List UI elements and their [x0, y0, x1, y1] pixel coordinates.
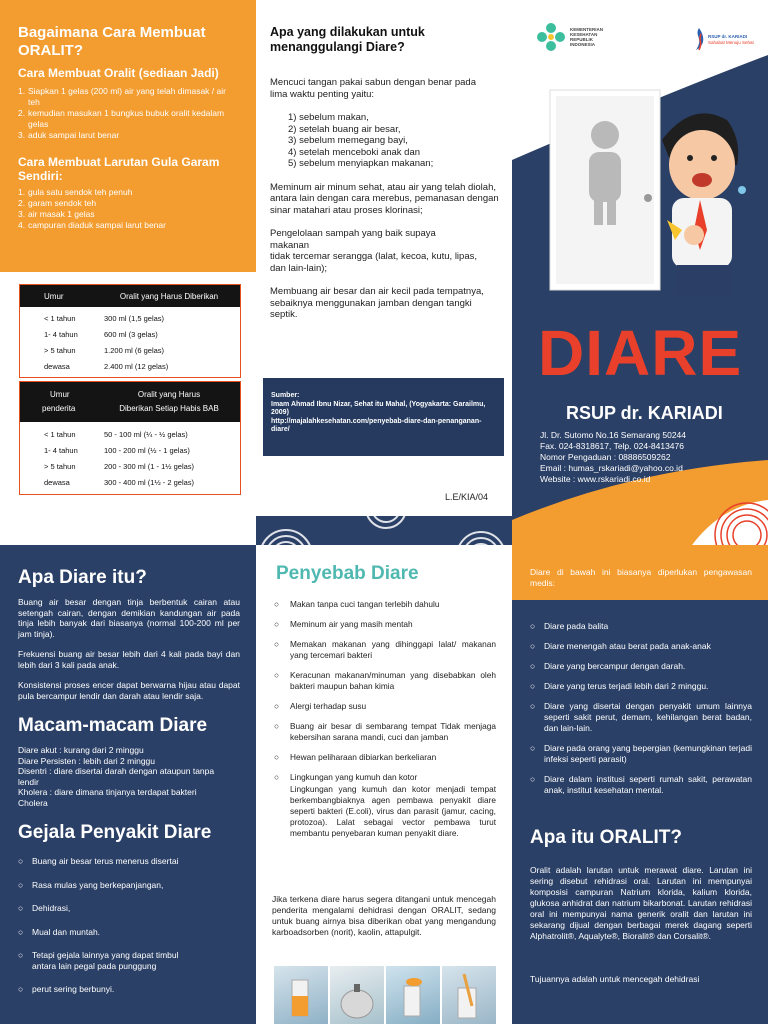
table-header: Umur Oralit yang Harus Diberikan [20, 285, 240, 307]
list-item: ○ Mual dan muntah. [18, 926, 101, 937]
list-item: 2. garam sendok teh [18, 198, 97, 208]
table-row: 1- 4 tahun 600 ml (3 gelas) [44, 329, 158, 339]
about-text: Konsistensi proses encer dapat berwarna hijau atau dapat pula bercampur lendir dan darah atau lendir saja. [18, 680, 240, 701]
table-header: Umur Oralit yang Harus penderita Diberikan Setiap Habis BAB [20, 382, 240, 422]
bullet-icon: ○ [530, 641, 536, 651]
bullet-icon: ○ [530, 743, 536, 753]
handwash-list [270, 112, 505, 170]
list-item: ○ Diare pada orang yang bepergian (kemungkinan terjadi infeksi seperti parasit) [530, 743, 752, 764]
list-item: Diare akut : kurang dari 2 minggu [18, 745, 144, 755]
kariadi-flame-icon [692, 28, 706, 52]
oralit-purpose: Tujuannya adalah untuk mencegah dehidrasi [530, 974, 700, 984]
list-item: 4) setelah menceboki anak dan [288, 146, 421, 158]
bullet-icon: ○ [530, 661, 536, 671]
source-box: Sumber: Imam Ahmad Ibnu Nizar, Sehat itu Mahal, (Yogyakarta: Garailmu, 2009) http://majalahkesehatan.com/penyebab-diare-dan-penanganan-diare/ [263, 378, 504, 456]
sugar-salt-steps [18, 187, 240, 231]
symptoms-title: Gejala Penyakit Diare [18, 822, 212, 843]
bullet-icon: ○ [18, 984, 24, 994]
list-item: Diare Persisten : lebih dari 2 minggu [18, 755, 156, 766]
list-item: 1. Siapkan 1 gelas (200 ml) air yang telah dimasak / air teh [18, 86, 226, 107]
cover-title: DIARE [538, 317, 743, 389]
prevention-text: tidak tercemar serangga (lalat, kecoa, kutu, lipas, dan lain-lain); [270, 251, 477, 274]
bullet-icon: ○ [274, 619, 280, 629]
table-row: < 1 tahun 300 ml (1,5 gelas) [44, 313, 165, 323]
oralit-per-bab-table [19, 381, 241, 495]
sugar-salt-subtitle: Cara Membuat Larutan Gula Garam Sendiri: [18, 155, 220, 183]
about-text: Buang air besar dengan tinja berbentuk cairan atau setengah cairan, dengan demikian kandungan air pada tinja lebih banyak dari biasanya (normal 100-200 ml per jam tinja). [18, 597, 240, 639]
photo-spoon [386, 966, 440, 1024]
oralit-text: Oralit adalah larutan untuk merawat diare. Larutan ini sering disebut rehidrasi oral. Larutan ini mempunyai komposisi campuran Natrium klorida, kalium klorida, glukosa anhidrat dan natrium bikarbonat. Larutan rehidrasi oral ini mempunyai nama generik oralit dan larutan ini sekarang dijual dengan berbagai merek dagang seperti Alphatrolit®, Aqualyte®, Bioralit® dan Corsalit®. [530, 865, 752, 941]
list-item: ○ Diare yang disertai dengan penyakit umum lainnya seperti sakit perut, demam, kehilangan berat badan, dan lain-lain. [530, 701, 752, 733]
list-item: ○ perut sering berbunyi. [18, 984, 115, 994]
list-item: ○ Hewan peliharaan dibiarkan berkeliaran [274, 752, 437, 762]
list-item: 5) sebelum menyiapkan makanan; [288, 158, 434, 169]
supervision-intro: Diare di bawah ini biasanya diperlukan pengawasan medis: [530, 567, 752, 588]
bullet-icon: ○ [18, 903, 24, 913]
list-item: ○ Alergi terhadap susu [274, 701, 367, 711]
supervision-list [530, 621, 752, 796]
oralit-howto-panel [0, 0, 256, 272]
causes-title: Penyebab Diare [276, 563, 419, 584]
bullet-icon: ○ [274, 721, 280, 731]
list-item: ○ Tetapi gejala lainnya yang dapat timbul antara lain pegal pada punggung [18, 950, 179, 971]
oralit-howto-title: Bagaimana Cara Membuat ORALIT? [18, 24, 206, 59]
prevention-text: Mencuci tangan pakai sabun dengan benar pada lima waktu penting yaitu: [270, 77, 476, 100]
treatment-text: Jika terkena diare harus segera ditangani untuk mencegah penderita mengalami dehidrasi dengan ORALIT, sedang untuk buang airnya bisa diberikan obat yang mengandung karboadsorben (norit), kaolin, attapulgit. [272, 894, 496, 937]
about-text: Frekuensi buang air besar lebih dari 4 kali pada bayi dan lebih dari 3 kali pada anak. [18, 649, 240, 670]
causes-list [274, 599, 496, 839]
oralit-dose-table [19, 284, 241, 378]
oralit-ready-steps [18, 86, 240, 141]
medical-supervision-panel [512, 545, 768, 1024]
symptoms-list [18, 856, 240, 995]
list-item: ○ Buang air besar di sembarang tempat Tidak menjaga kebersihan sarana mandi, cuci dan jamban [274, 721, 496, 742]
list-item: ○ Makan tanpa cuci tangan terlebih dahulu [274, 599, 440, 609]
list-item: ○ Dehidrasi, [18, 903, 71, 913]
bullet-icon: ○ [274, 670, 280, 680]
about-diarrhea-title: Apa Diare itu? [18, 567, 147, 588]
list-item: ○ Diare menengah atau berat pada anak-anak [530, 641, 711, 651]
bullet-icon: ○ [530, 701, 536, 711]
bullet-icon: ○ [274, 701, 280, 711]
list-item: 3. air masak 1 gelas [18, 209, 95, 219]
list-item: ○ Diare yang bercampur dengan darah. [530, 661, 686, 671]
decorative-stripes [256, 516, 512, 545]
oralit-ready-subtitle: Cara Membuat Oralit (sediaan Jadi) [18, 66, 219, 80]
bullet-icon: ○ [18, 879, 24, 890]
table-row: > 5 tahun 1.200 ml (6 gelas) [44, 345, 165, 355]
kariadi-logo: RSUP dr. KARIADI Sahabat Menuju Sehat [692, 28, 754, 52]
list-item: ○ Rasa mulas yang berkepanjangan, [18, 879, 164, 890]
oralit-title: Apa itu ORALIT? [530, 827, 682, 848]
sick-man-illustration [542, 80, 768, 310]
prevention-panel [270, 25, 505, 321]
table-row: 1- 4 tahun 100 - 200 ml (½ - 1 gelas) [44, 445, 190, 455]
types-list [18, 745, 228, 808]
list-item: ○ Diare pada balita [530, 621, 609, 631]
photo-stir [442, 966, 496, 1024]
types-title: Macam-macam Diare [18, 715, 208, 736]
table-row: < 1 tahun 50 - 100 ml (¼ - ½ gelas) [44, 429, 188, 439]
list-item: 3. aduk sampai larut benar [18, 130, 120, 140]
list-item: Disentri : diare disertai darah dengan ataupun tanpa lendir [18, 766, 215, 787]
causes-detail: Lingkungan yang kumuh dan kotor menjadi tempat berkembangbiaknya agen pembawa penyakit diare seperti bakteri (E.coli), virus dan parasit (jamur, cacing, protozoa). Lalat sebagai vector pembawa turut membantu penyebaran kuman penyakit diare. [290, 784, 496, 838]
document-code: L.E/KIA/04 [445, 492, 489, 502]
bullet-icon: ○ [274, 639, 280, 649]
table-row: dewasa 2.400 ml (12 gelas) [44, 361, 169, 371]
causes-panel [256, 545, 512, 1024]
prevention-text: Membuang air besar dan air kecil pada tempatnya, sebaiknya menggunakan jamban dengan tangki septik. [270, 286, 484, 320]
list-item: ○ Diare dalam institusi seperti rumah sakit, perawatan anak, institut kesehatan mental. [530, 774, 752, 795]
list-item: 2) setelah buang air besar, [288, 123, 401, 135]
list-item: 1. gula satu sendok teh penuh [18, 187, 133, 197]
prevention-title: Apa yang dilakukan untuk menanggulangi Diare? [270, 25, 425, 54]
list-item: 4. campuran diaduk sampai larut benar [18, 220, 166, 230]
prevention-text: Meminum air minum sehat, atau air yang telah diolah, antara lain dengan cara merebus, pemanasan dengan sinar matahari atau proses klorinasi; [270, 181, 499, 216]
bullet-icon: ○ [274, 772, 280, 782]
kemenkes-emblem-icon [536, 22, 566, 52]
list-item: 2. kemudian masukan 1 bungkus bubuk oralit kedalam gelas [18, 108, 225, 129]
bullet-icon: ○ [274, 599, 280, 609]
list-item: 1) sebelum makan, [288, 112, 369, 123]
cover-panel [512, 0, 768, 545]
oralit-photos [274, 966, 496, 1024]
list-item: 3) sebelum memegang bayi, [288, 135, 408, 146]
bullet-icon: ○ [530, 774, 536, 784]
kemenkes-logo: KEMENTERIAN KESEHATAN REPUBLIK INDONESIA [536, 22, 603, 52]
list-item: ○ Buang air besar terus menerus disertai [18, 856, 179, 866]
bullet-icon: ○ [18, 950, 24, 960]
prevention-text: Pengelolaan sampah yang baik supaya makanan [270, 228, 436, 251]
about-diarrhea-panel [0, 545, 256, 1024]
hospital-contact: Jl. Dr. Sutomo No.16 Semarang 50244 Fax. 024-8318617, Telp. 024-8413476 Nomor Pengaduan : 08886509262 Email : humas_rskariadi@yahoo.co.id Website : www.rskariadi.co.id [540, 430, 686, 484]
list-item: ○ Diare yang terus terjadi lebih dari 2 minggu. [530, 681, 709, 691]
list-item: ○ Lingkungan yang kumuh dan kotor Lingkungan yang kumuh dan kotor menjadi tempat berkembangbiaknya agen pembawa penyakit diare seperti bakteri (E.coli), virus dan parasit (jamur, cacing, protozoa). Lalat sebagai vector pembawa turut membantu penyebaran kuman penyakit diare. [274, 772, 496, 838]
list-item: Kholera : diare dimana tinjanya terdapat bakteri Cholera [18, 787, 197, 808]
bullet-icon: ○ [530, 681, 536, 691]
photo-glass [274, 966, 328, 1024]
table-row: > 5 tahun 200 - 300 ml (1 - 1½ gelas) [44, 461, 195, 471]
bullet-icon: ○ [18, 856, 24, 866]
bullet-icon: ○ [530, 621, 536, 631]
table-row: dewasa 300 - 400 ml (1½ - 2 gelas) [44, 477, 195, 487]
bullet-icon: ○ [274, 752, 280, 762]
list-item: ○ Memakan makanan yang dihinggapi lalat/ makanan yang tercemari bakteri [274, 639, 496, 660]
hospital-name: RSUP dr. KARIADI [566, 403, 723, 423]
bullet-icon: ○ [18, 926, 24, 937]
list-item: ○ Keracunan makanan/minuman yang disebabkan oleh bakteri maupun bahan kimia [274, 670, 496, 691]
photo-kettle [330, 966, 384, 1024]
list-item: ○ Meminum air yang masih mentah [274, 619, 413, 629]
